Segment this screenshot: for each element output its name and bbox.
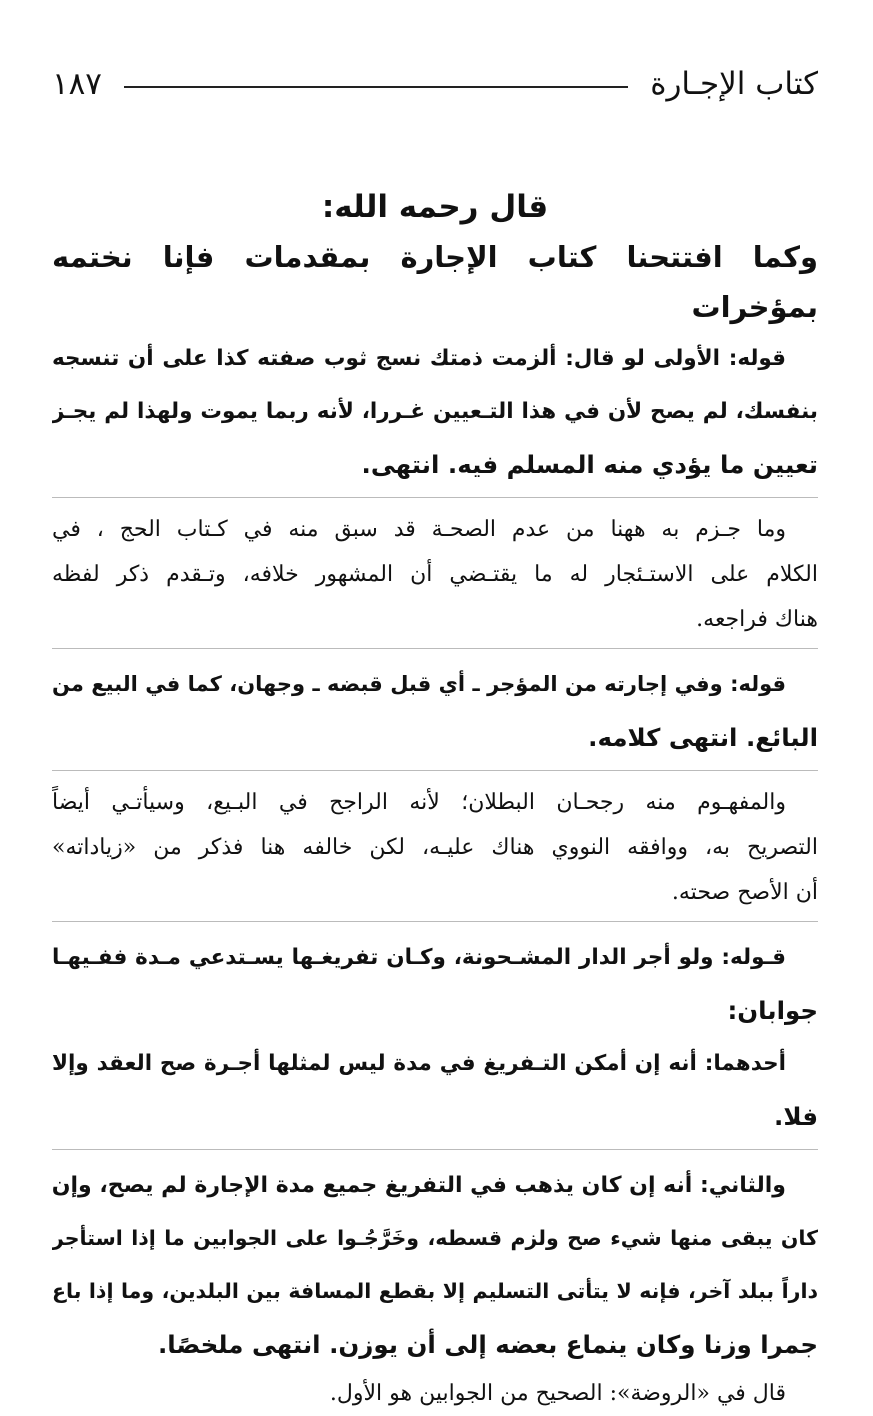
- header-rule: [124, 86, 628, 88]
- paragraph-separator: [52, 497, 818, 499]
- commentary-paragraph: [52, 507, 818, 642]
- section-subheading: وكما افتتحنا كتاب الإجارة بمقدمات فإنا نختمه بمؤخرات: [52, 240, 818, 324]
- text-line: البائع. انتهى كلامه.: [588, 723, 818, 752]
- text-line: قوله: وفي إجارته من المؤجر ـ أي قبل قبضه ـ وجهان، كما في البيع من: [52, 672, 786, 696]
- text-line: فلا.: [774, 1102, 818, 1131]
- text-line: جوابان:: [727, 996, 818, 1025]
- quote-paragraph: [52, 1159, 818, 1371]
- text-line: كان يبقى منها شيء صح ولزم قسطه، وخَرَّجُـوا على الجوابين ما إذا استأجر: [52, 1226, 818, 1250]
- section-heading: قال رحمه الله:: [321, 189, 549, 225]
- page-number: ١٨٧: [52, 66, 102, 102]
- text-line: والثاني: أنه إن كان يذهب في التفريغ جميع مدة الإجارة لم يصح، وإن: [52, 1173, 786, 1198]
- text-line: بنفسك، لم يصح لأن في هذا التـعيين غـررا، لأنه ربما يموت ولهذا لم يجـز: [52, 399, 818, 424]
- text-line: تعيين ما يؤدي منه المسلم فيه. انتهى.: [361, 450, 818, 479]
- text-line: هناك فراجعه.: [696, 607, 818, 632]
- text-line: قـوله: ولو أجر الدار المشـحونة، وكـان تفريغـها يسـتدعي مـدة ففـيهـا: [52, 945, 786, 970]
- text-line: التصريح به، ووافقه النووي هناك عليـه، لكن خالفه هنا فذكر من «زياداته»: [52, 835, 818, 860]
- quote-paragraph: [52, 931, 818, 1037]
- text-line: داراً ببلد آخر، فإنه لا يتأتى التسليم إلا بقطع المسافة بين البلدين، وما إذا باع: [52, 1279, 818, 1303]
- text-line: أحدهما: أنه إن أمكن التـفريغ في مدة ليس لمثلها أجـرة صح العقد وإلا: [52, 1051, 786, 1076]
- text-line: والمفهـوم منه رجحـان البطلان؛ لأنه الراجح في البـيع، وسيأتـي أيضاً: [52, 790, 786, 815]
- text-line: وما جـزم به ههنا من عدم الصحـة قد سبق منه في كـتاب الحج ، في: [52, 517, 786, 542]
- quote-paragraph: [52, 332, 818, 491]
- commentary-paragraph: [52, 780, 818, 915]
- text-line: جمرا وزنا وكان ينماع بعضه إلى أن يوزن. انتهى ملخصًا.: [157, 1330, 818, 1359]
- text-line: قوله: الأولى لو قال: ألزمت ذمتك نسج ثوب صفته كذا على أن تنسجه: [52, 346, 786, 371]
- paragraph-separator: [52, 648, 818, 650]
- paragraph-separator: [52, 770, 818, 772]
- page-body: [52, 182, 818, 1416]
- quote-paragraph: [52, 658, 818, 764]
- text-line: قال في «الروضة»: الصحيح من الجوابين هو الأول.: [329, 1381, 786, 1406]
- text-line: أن الأصح صحته.: [671, 880, 818, 905]
- paragraph-separator: [52, 1149, 818, 1151]
- text-line: الكلام على الاستـئجار له ما يقتـضي أن المشهور خلافه، وتـقدم ذكر لفظه: [52, 562, 818, 587]
- quote-paragraph: [52, 1037, 818, 1143]
- commentary-paragraph: [52, 1371, 818, 1416]
- paragraph-separator: [52, 921, 818, 923]
- running-title: كتاب الإجـارة: [650, 66, 818, 102]
- page-header: [52, 62, 818, 106]
